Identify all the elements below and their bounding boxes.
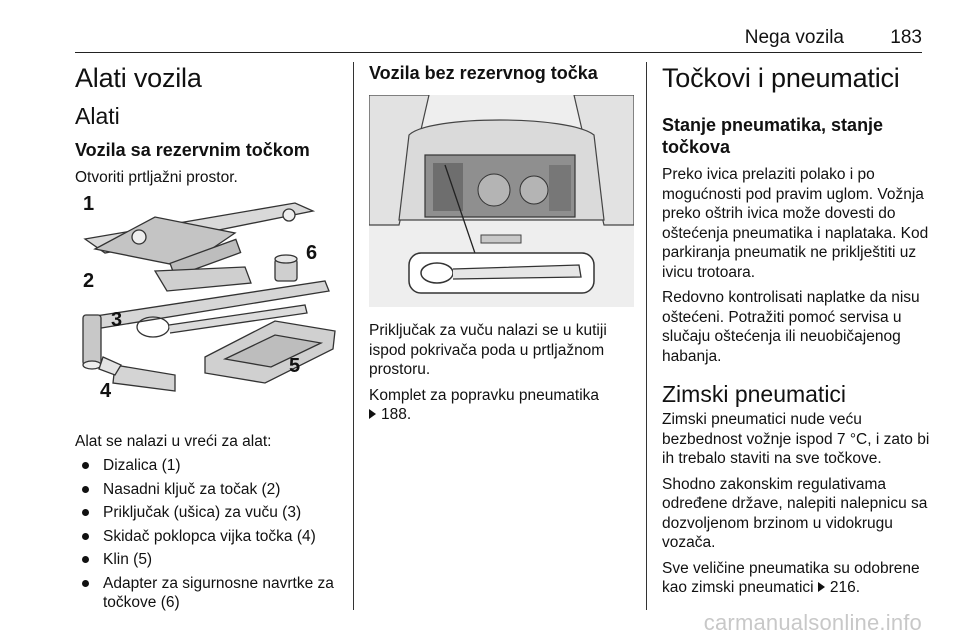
bullet-dot-icon [82,509,89,516]
chapter-title: Točkovi i pneumatici [662,63,900,93]
paragraph: Shodno zakonskim regulativama određene države, nalepiti nalepnicu sa dozvoljenom brzinom u vidokrugu vozača. [662,475,928,551]
triangle-right-icon [369,409,376,419]
page-reference[interactable]: 188. [381,406,412,423]
page-number: 183 [890,27,922,48]
triangle-right-icon [818,582,825,592]
bullet-dot-icon [82,580,89,587]
tools-illustration [75,197,337,413]
bullet-dot-icon [82,486,89,493]
page-header [75,26,922,53]
tool-list [75,456,337,613]
subsection-heading: Vozila bez rezervnog točka [369,63,598,83]
list-item: Skidač poklopca vijka točka (4) [75,527,337,547]
paragraph: Zimski pneumatici nude veću bezbednost vožnje ispod 7 °C, i zato bi ih trebalo staviti na sve točkove. [662,411,930,467]
section-title: Nega vozila [744,27,844,48]
callout-5: 5 [289,354,301,377]
chapter-title: Alati vozila [75,63,202,93]
paragraph: Redovno kontrolisati naplatke da nisu oštećeni. Potražiti pomoć servisa u slučaju oštećenja ili neuobičajenog habanja. [662,289,920,365]
list-item: Priključak (ušica) za vuču (3) [75,503,337,523]
section-heading: Alati [75,103,120,129]
adapter-drawing [275,255,297,281]
paragraph: Preko ivica prelaziti polako i po mogućnosti pod pravim uglom. Vožnja preko oštrih ivica može dovesti do oštećenja pneumatika i naplataka. Kod parkiranja pneumatik ne priklještiti uz ivicu trotoara. [662,166,929,281]
column-divider [646,62,647,610]
list-item: Klin (5) [75,550,337,570]
subsection-heading: Vozila sa rezervnim točkom [75,140,310,160]
column-divider [353,62,354,610]
wheel-chock-drawing [205,321,335,383]
paragraph: Priključak za vuču nalazi se u kutiji ispod pokrivača poda u prtljažnom prostoru. [369,322,607,378]
page-reference[interactable]: 216. [829,579,861,596]
list-item: Nasadni ključ za točak (2) [75,480,337,500]
list-item: Dizalica (1) [75,456,337,476]
list-item: Adapter za sigurnosne navrtke za točkove (6) [75,574,337,613]
callout-2: 2 [83,269,95,292]
paragraph: Komplet za popravku pneumatika 188. [369,386,600,423]
paragraph: Sve veličine pneumatika su odobrene kao zimski pneumatici 216. [662,559,920,596]
callout-1: 1 [83,192,95,215]
column-wheels [662,62,932,598]
paragraph: Otvoriti prtljažni prostor. [75,169,238,186]
subsection-heading: Stanje pneumatika, stanje točkova [662,115,884,157]
column-tools [75,62,337,617]
bullet-dot-icon [82,462,89,469]
trunk-illustration [369,95,634,307]
column-no-spare [369,62,634,425]
callout-3: 3 [111,308,123,331]
bullet-dot-icon [82,556,89,563]
section-heading: Zimski pneumatici [662,381,847,407]
bullet-dot-icon [82,533,89,540]
trunk-figure [369,95,634,307]
callout-6: 6 [306,241,318,264]
callout-4: 4 [100,379,112,402]
tools-figure [75,192,337,413]
watermark: carmanualsonline.info [703,610,922,635]
paragraph: Alat se nalazi u vreći za alat: [75,432,272,450]
